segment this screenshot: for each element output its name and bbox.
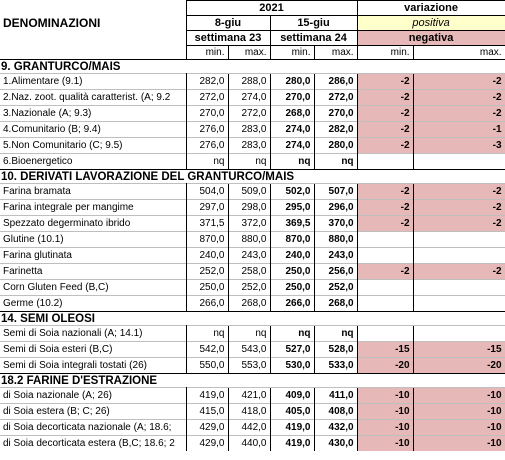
table-row (0, 420, 505, 436)
min-header: min. (357, 46, 413, 60)
row-label: 4.Comunitario (B; 9.4) (0, 122, 186, 138)
week23-min-cell: 297,0 (186, 200, 228, 216)
variation-max-cell: -2 (413, 90, 505, 106)
variation-min-cell: -20 (357, 358, 413, 374)
week2-date: 15-giu (270, 16, 357, 31)
table-row (0, 404, 505, 420)
max-header: max. (228, 46, 270, 60)
variation-max-cell (413, 280, 505, 296)
table-row (0, 248, 505, 264)
variation-min-cell (357, 280, 413, 296)
variation-max-cell: -2 (413, 264, 505, 280)
week23-min-cell: 276,0 (186, 122, 228, 138)
variation-max-cell: -1 (413, 122, 505, 138)
week23-max-cell: 258,0 (228, 264, 270, 280)
variation-min-cell: -2 (357, 264, 413, 280)
variation-min-cell: -10 (357, 404, 413, 420)
section-title: 18.2 FARINE D'ESTRAZIONE (0, 374, 505, 388)
row-label: Glutine (10.1) (0, 232, 186, 248)
week23-min-cell: nq (186, 326, 228, 342)
row-label: 3.Nazionale (A; 9.3) (0, 106, 186, 122)
week23-min-cell: 276,0 (186, 138, 228, 154)
table-row (0, 154, 505, 170)
variation-min-cell: -2 (357, 122, 413, 138)
variation-max-cell: -20 (413, 358, 505, 374)
variation-min-cell: -10 (357, 420, 413, 436)
week23-max-cell: 298,0 (228, 200, 270, 216)
week23-max-cell: 268,0 (228, 296, 270, 312)
week24-min-cell: nq (270, 326, 314, 342)
table-row (0, 296, 505, 312)
week24-max-cell: 507,0 (314, 184, 357, 200)
week23-max-cell: 553,0 (228, 358, 270, 374)
positiva-label: positiva (357, 16, 505, 31)
week23-min-cell: nq (186, 154, 228, 170)
blank-cell (0, 46, 186, 60)
variation-min-cell: -2 (357, 184, 413, 200)
week24-max-cell: 252,0 (314, 280, 357, 296)
week24-min-cell: 405,0 (270, 404, 314, 420)
week24-max-cell: 430,0 (314, 436, 357, 452)
week23-max-cell: 509,0 (228, 184, 270, 200)
week23-max-cell: 442,0 (228, 420, 270, 436)
variation-min-cell (357, 326, 413, 342)
week23-min-cell: 542,0 (186, 342, 228, 358)
week24-min-cell: 530,0 (270, 358, 314, 374)
week23-min-cell: 252,0 (186, 264, 228, 280)
week24-max-cell: 256,0 (314, 264, 357, 280)
week24-max-cell: 533,0 (314, 358, 357, 374)
section-title: 14. SEMI OLEOSI (0, 312, 505, 326)
section-header (0, 312, 505, 326)
variation-min-cell (357, 232, 413, 248)
week23-max-cell: 418,0 (228, 404, 270, 420)
variation-min-cell: -2 (357, 138, 413, 154)
table-row (0, 184, 505, 200)
table-row (0, 280, 505, 296)
week23-max-cell: 880,0 (228, 232, 270, 248)
week24-min-cell: 419,0 (270, 420, 314, 436)
section-title: 10. DERIVATI LAVORAZIONE DEL GRANTURCO/MAIS (0, 170, 505, 184)
week24-min-cell: 419,0 (270, 436, 314, 452)
week24-max-cell: 370,0 (314, 216, 357, 232)
variation-max-cell: -10 (413, 420, 505, 436)
denominazioni-header: DENOMINAZIONI (3, 16, 101, 30)
row-label: di Soia nazionale (A; 26) (0, 388, 186, 404)
week23-max-cell: 274,0 (228, 90, 270, 106)
week23-min-cell: 282,0 (186, 74, 228, 90)
row-label: Semi di Soia integrali tostati (26) (0, 358, 186, 374)
variation-min-cell: -2 (357, 200, 413, 216)
week24-min-cell: 250,0 (270, 264, 314, 280)
table-row (0, 74, 505, 90)
min-header: min. (186, 46, 228, 60)
row-label: 6.Bioenergetico (0, 154, 186, 170)
section-header (0, 60, 505, 74)
table-row (0, 264, 505, 280)
table-row (0, 106, 505, 122)
week24-min-cell: nq (270, 154, 314, 170)
week24-min-cell: 527,0 (270, 342, 314, 358)
week24-min-cell: 268,0 (270, 106, 314, 122)
variation-max-cell: -2 (413, 200, 505, 216)
row-label: Corn Gluten Feed (B,C) (0, 280, 186, 296)
variation-max-cell: -3 (413, 138, 505, 154)
week23-min-cell: 429,0 (186, 436, 228, 452)
week24-max-cell: 280,0 (314, 138, 357, 154)
row-label: Farina integrale per mangime (0, 200, 186, 216)
week24-max-cell: nq (314, 326, 357, 342)
table-row (0, 138, 505, 154)
week24-min-cell: 274,0 (270, 122, 314, 138)
week23-max-cell: 288,0 (228, 74, 270, 90)
week23-max-cell: nq (228, 326, 270, 342)
variation-max-cell: -2 (413, 74, 505, 90)
week24-min-cell: 274,0 (270, 138, 314, 154)
week24-max-cell: 528,0 (314, 342, 357, 358)
week24-min-cell: 250,0 (270, 280, 314, 296)
variation-max-cell (413, 296, 505, 312)
week24-min-cell: 270,0 (270, 90, 314, 106)
week24-min-cell: 369,5 (270, 216, 314, 232)
week23-max-cell: nq (228, 154, 270, 170)
week24-max-cell: 243,0 (314, 248, 357, 264)
row-label: Spezzato degerminato ibrido (0, 216, 186, 232)
table-row (0, 122, 505, 138)
variation-min-cell: -2 (357, 216, 413, 232)
week23-max-cell: 372,0 (228, 216, 270, 232)
row-label: Farinetta (0, 264, 186, 280)
row-label: di Soia decorticata nazionale (A; 18.6; (0, 420, 186, 436)
week24-min-cell: 280,0 (270, 74, 314, 90)
week24-max-cell: 286,0 (314, 74, 357, 90)
week24-max-cell: 296,0 (314, 200, 357, 216)
variation-min-cell: -10 (357, 436, 413, 452)
week24-min-cell: 502,0 (270, 184, 314, 200)
week23-max-cell: 283,0 (228, 138, 270, 154)
row-label: 5.Non Comunitario (C; 9.5) (0, 138, 186, 154)
table-row (0, 388, 505, 404)
week24-max-cell: 411,0 (314, 388, 357, 404)
table-row (0, 200, 505, 216)
section-title: 9. GRANTURCO/MAIS (0, 60, 505, 74)
table-row (0, 90, 505, 106)
row-label: Semi di Soia esteri (B,C) (0, 342, 186, 358)
row-label: Farina glutinata (0, 248, 186, 264)
variation-max-cell: -2 (413, 216, 505, 232)
variation-max-cell: -10 (413, 436, 505, 452)
week24-max-cell: 432,0 (314, 420, 357, 436)
variation-max-cell: -10 (413, 388, 505, 404)
week23-min-cell: 272,0 (186, 90, 228, 106)
week24-max-cell: 408,0 (314, 404, 357, 420)
week23-min-cell: 250,0 (186, 280, 228, 296)
week23-max-cell: 252,0 (228, 280, 270, 296)
table-row (0, 326, 505, 342)
row-label: Germe (10.2) (0, 296, 186, 312)
max-header: max. (314, 46, 357, 60)
variation-max-cell (413, 232, 505, 248)
week24-max-cell: 282,0 (314, 122, 357, 138)
variation-min-cell (357, 154, 413, 170)
row-label: 2.Naz. zoot. qualità caratterist. (A; 9.2 (0, 90, 186, 106)
variation-max-cell (413, 326, 505, 342)
week24-max-cell: 270,0 (314, 106, 357, 122)
week23-max-cell: 421,0 (228, 388, 270, 404)
variation-min-cell (357, 248, 413, 264)
week1-date: 8-giu (186, 16, 270, 31)
week2-label: settimana 24 (270, 31, 357, 46)
week23-min-cell: 415,0 (186, 404, 228, 420)
row-label: Farina bramata (0, 184, 186, 200)
week24-min-cell: 409,0 (270, 388, 314, 404)
negativa-label: negativa (357, 31, 505, 46)
week23-min-cell: 240,0 (186, 248, 228, 264)
section-header (0, 374, 505, 388)
variation-max-cell: -2 (413, 184, 505, 200)
week23-min-cell: 870,0 (186, 232, 228, 248)
week24-max-cell: 268,0 (314, 296, 357, 312)
table-row (0, 342, 505, 358)
variation-min-cell: -2 (357, 90, 413, 106)
variation-max-cell: -2 (413, 106, 505, 122)
variation-min-cell (357, 296, 413, 312)
week24-max-cell: 880,0 (314, 232, 357, 248)
week23-max-cell: 283,0 (228, 122, 270, 138)
week23-min-cell: 504,0 (186, 184, 228, 200)
week23-min-cell: 371,5 (186, 216, 228, 232)
variation-min-cell: -15 (357, 342, 413, 358)
week23-max-cell: 440,0 (228, 436, 270, 452)
variazione-header: variazione (357, 1, 505, 16)
min-header: min. (270, 46, 314, 60)
week23-max-cell: 243,0 (228, 248, 270, 264)
variation-min-cell: -10 (357, 388, 413, 404)
week24-max-cell: 272,0 (314, 90, 357, 106)
row-label: di Soia decorticata estera (B,C; 18.6; 2 (0, 436, 186, 452)
week23-min-cell: 270,0 (186, 106, 228, 122)
week23-max-cell: 543,0 (228, 342, 270, 358)
variation-min-cell: -2 (357, 106, 413, 122)
variation-max-cell: -10 (413, 404, 505, 420)
table-row (0, 436, 505, 452)
week1-label: settimana 23 (186, 31, 270, 46)
week23-min-cell: 419,0 (186, 388, 228, 404)
week24-max-cell: nq (314, 154, 357, 170)
year-header: 2021 (186, 1, 357, 16)
week24-min-cell: 240,0 (270, 248, 314, 264)
week23-max-cell: 272,0 (228, 106, 270, 122)
table-row (0, 216, 505, 232)
week24-min-cell: 870,0 (270, 232, 314, 248)
week24-min-cell: 295,0 (270, 200, 314, 216)
variation-min-cell: -2 (357, 74, 413, 90)
table-row (0, 232, 505, 248)
table-row (0, 358, 505, 374)
variation-max-cell: -15 (413, 342, 505, 358)
week23-min-cell: 550,0 (186, 358, 228, 374)
row-label: 1.Alimentare (9.1) (0, 74, 186, 90)
week23-min-cell: 266,0 (186, 296, 228, 312)
week23-min-cell: 429,0 (186, 420, 228, 436)
variation-max-cell (413, 154, 505, 170)
section-header (0, 170, 505, 184)
row-label: di Soia estera (B; C; 26) (0, 404, 186, 420)
week24-min-cell: 266,0 (270, 296, 314, 312)
variation-max-cell (413, 248, 505, 264)
max-header: max. (413, 46, 505, 60)
row-label: Semi di Soia nazionali (A; 14.1) (0, 326, 186, 342)
